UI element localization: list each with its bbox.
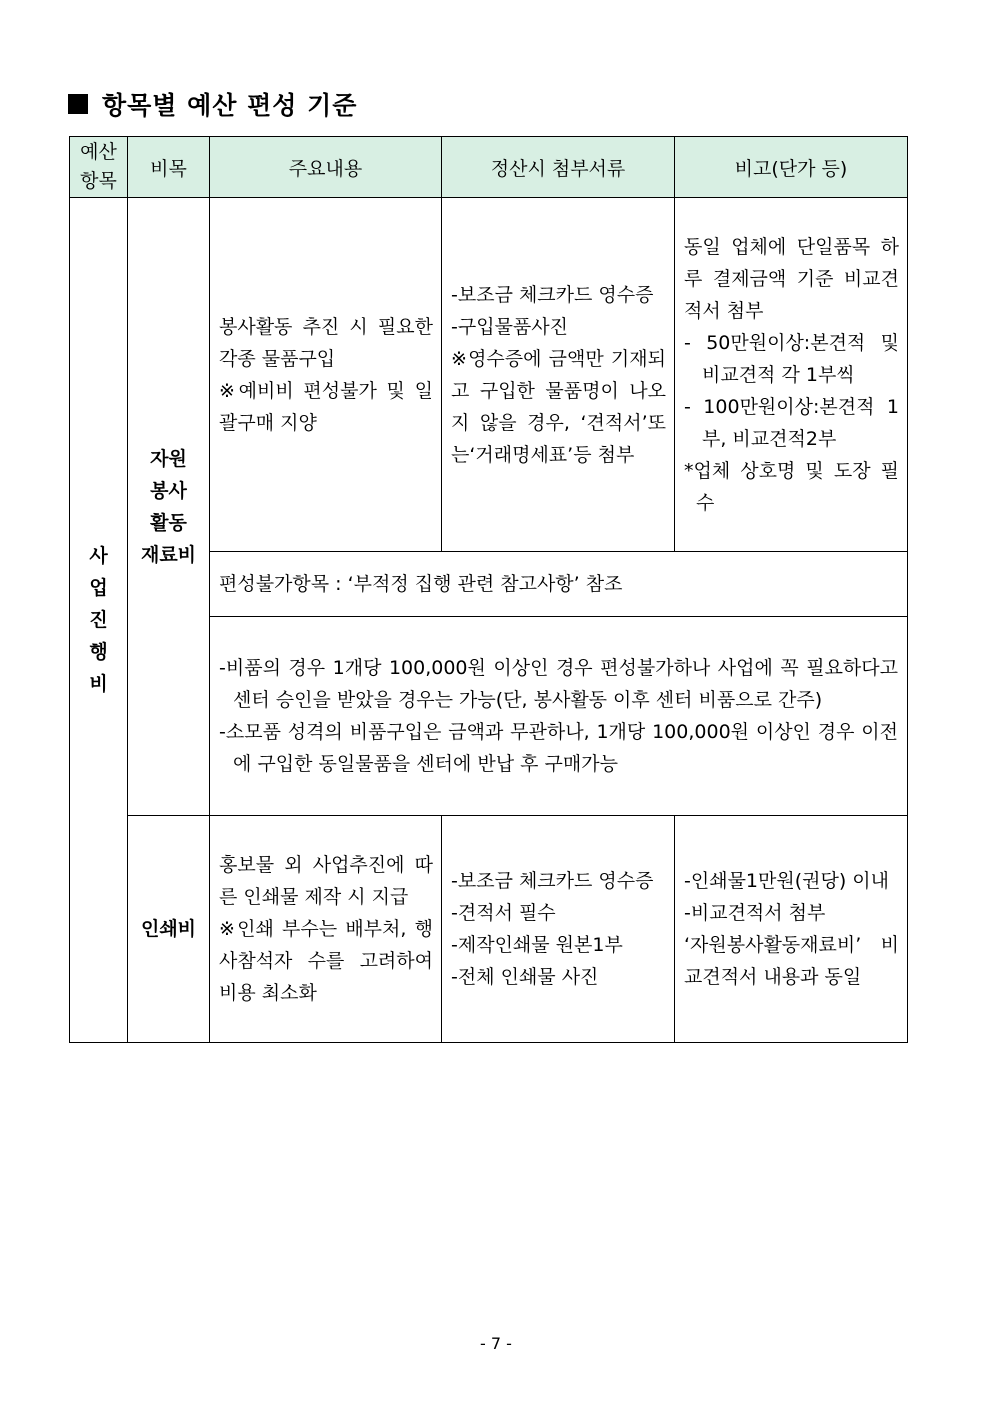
heading-text: 항목별 예산 편성 기준 [102, 91, 358, 120]
main-content-cell: 홍보물 외 사업추진에 따른 인쇄물 제작 시 지급 ※인쇄 부수는 배부처, 행사참석자 수를 고려하여 비용 최소화 [210, 816, 442, 1043]
table-row [70, 198, 908, 552]
header-category: 비목 [128, 137, 210, 198]
notes-cell: 동일 업체에 단일품목 하루 결제금액 기준 비교견적서 첨부 - 50만원이상:본견적 및 비교견적 각 1부씩 - 100만원이상:본견적 1부, 비교견적2부 *업체 상호명 및 도장 필수 [675, 198, 908, 552]
table-row [70, 816, 908, 1043]
header-settlement-docs: 정산시 첨부서류 [442, 137, 675, 198]
settlement-docs-cell: -보조금 체크카드 영수증 -견적서 필수 -제작인쇄물 원본1부 -전체 인쇄물 사진 [442, 816, 675, 1043]
budget-standards-table [69, 136, 908, 1043]
equipment-note: -비품의 경우 1개당 100,000원 이상인 경우 편성불가하나 사업에 꼭 필요하다고 센터 승인을 받았을 경우는 가능(단, 봉사활동 이후 센터 비품으로 간주) -소모품 성격의 비품구입은 금액과 무관하나, 1개당 100,000원 이상인 경우 이전에 구입한 동일물품을 센터에 반납 후 구매가능 [210, 617, 908, 816]
settlement-docs-cell: -보조금 체크카드 영수증 -구입물품사진 ※영수증에 금액만 기재되고 구입한 물품명이 나오지 않을 경우, ‘견적서’또는‘거래명세표’등 첨부 [442, 198, 675, 552]
header-budget-item: 예산 항목 [70, 137, 128, 198]
category-cell: 인쇄비 [128, 816, 210, 1043]
excluded-items-note: 편성불가항목 : ‘부적정 집행 관련 참고사항’ 참조 [210, 552, 908, 617]
budget-item-cell: 사 업 진 행 비 [70, 198, 128, 1043]
section-heading [68, 86, 357, 122]
notes-cell: -인쇄물1만원(권당) 이내 -비교견적서 첨부 ‘자원봉사활동재료비’ 비교견적서 내용과 동일 [675, 816, 908, 1043]
header-row [70, 137, 908, 198]
category-cell: 자원 봉사 활동 재료비 [128, 198, 210, 816]
main-content-cell: 봉사활동 추진 시 필요한 각종 물품구입 ※예비비 편성불가 및 일괄구매 지양 [210, 198, 442, 552]
square-bullet-icon [68, 94, 88, 114]
header-main-content: 주요내용 [210, 137, 442, 198]
header-notes: 비고(단가 등) [675, 137, 908, 198]
page-number: - 7 - [480, 1334, 512, 1353]
